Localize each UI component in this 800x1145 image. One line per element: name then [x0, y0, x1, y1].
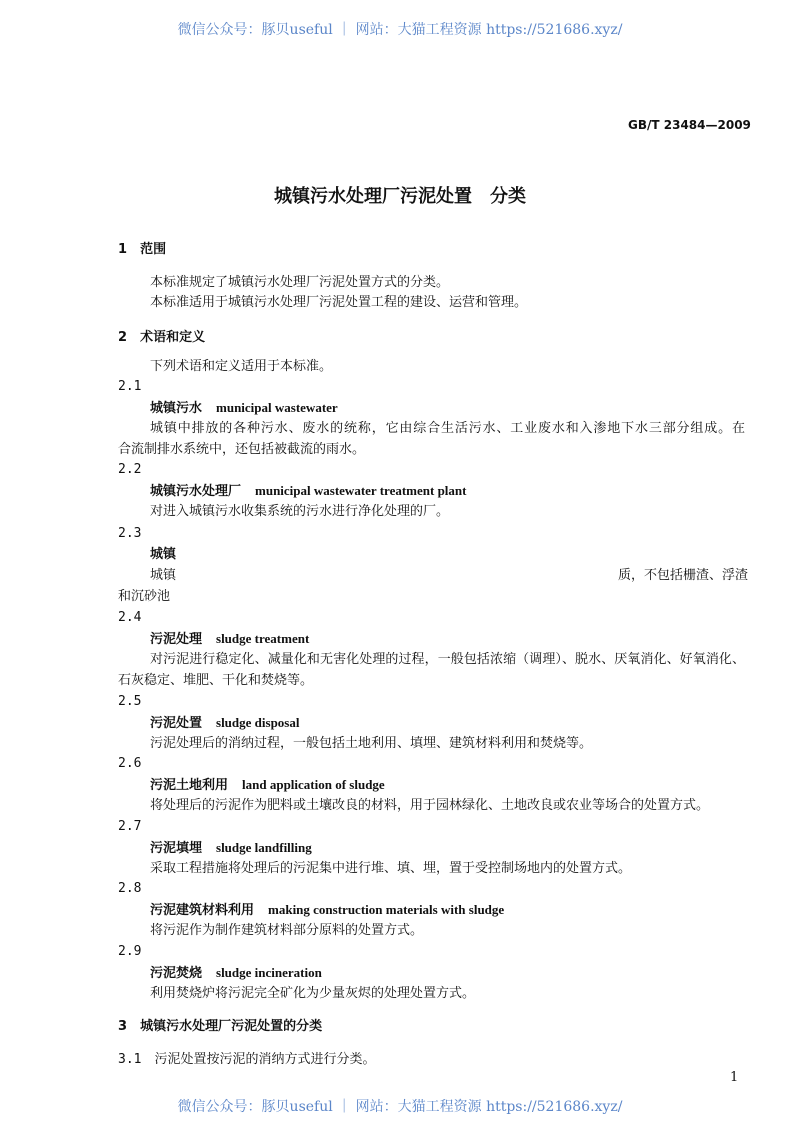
term-heading: 城镇污水处理厂 municipal wastewater treatment plant [150, 483, 467, 499]
term-definition: 城镇中排放的各种污水、废水的统称，它由综合生活污水、工业废水和入渗地下水三部分组成。在 [150, 421, 745, 436]
term-number: 2.1 [118, 379, 142, 394]
term-definition: 石灰稳定、堆肥、干化和焚烧等。 [118, 673, 314, 688]
term-definition: 采取工程措施将处理后的污泥集中进行堆、填、埋，置于受控制场地内的处置方式。 [150, 861, 632, 876]
paragraph: 本标准规定了城镇污水处理厂污泥处置方式的分类。 [150, 275, 450, 290]
term-heading: 城镇 [150, 547, 177, 562]
term-definition: 对污泥进行稳定化、减量化和无害化处理的过程，一般包括浓缩（调理）、脱水、厌氧消化、好氧消化、 [150, 652, 745, 667]
term-heading: 城镇污水 municipal wastewater [150, 400, 338, 416]
term-heading: 污泥处理 sludge treatment [150, 631, 310, 647]
paragraph: 本标准适用于城镇污水处理厂污泥处置工程的建设、运营和管理。 [150, 295, 528, 310]
term-number: 2.4 [118, 610, 142, 625]
section-2-heading: 2 术语和定义 [118, 330, 206, 345]
term-number: 2.8 [118, 881, 142, 896]
term-heading: 污泥填埋 sludge landfilling [150, 840, 312, 856]
term-definition: 和沉砂池 [118, 589, 171, 604]
watermark-bottom: 微信公众号：豚贝useful ｜ 网站：大猫工程资源 https://521686.xyz/ [177, 1099, 623, 1115]
term-definition: 城镇 [150, 568, 177, 583]
term-number: 2.5 [118, 694, 142, 709]
term-number: 2.3 [118, 526, 142, 541]
term-heading: 污泥土地利用 land application of sludge [150, 777, 385, 793]
page-number: 1 [730, 1070, 739, 1085]
document-title: 城镇污水处理厂污泥处置 分类 [274, 186, 526, 207]
term-number: 2.9 [118, 944, 142, 959]
section-3-heading: 3 城镇污水处理厂污泥处置的分类 [118, 1019, 323, 1034]
paragraph: 下列术语和定义适用于本标准。 [150, 359, 333, 374]
clause-3-1: 3.1 污泥处置按污泥的消纳方式进行分类。 [118, 1052, 376, 1067]
term-definition: 利用焚烧炉将污泥完全矿化为少量灰烬的处理处置方式。 [150, 986, 476, 1001]
term-definition: 合流制排水系统中，还包括被截流的雨水。 [118, 442, 366, 457]
term-heading: 污泥处置 sludge disposal [150, 715, 300, 731]
term-number: 2.2 [118, 462, 142, 477]
term-number: 2.6 [118, 756, 142, 771]
term-definition: 质，不包括栅渣、浮渣 [618, 568, 749, 583]
term-heading: 污泥焚烧 sludge incineration [150, 965, 322, 981]
term-heading: 污泥建筑材料利用 making construction materials with sludge [150, 902, 505, 918]
standard-number: GB/T 23484—2009 [628, 118, 751, 132]
term-definition: 将处理后的污泥作为肥料或土壤改良的材料，用于园林绿化、土地改良或农业等场合的处置方式。 [150, 798, 710, 813]
term-number: 2.7 [118, 819, 142, 834]
term-definition: 对进入城镇污水收集系统的污水进行净化处理的厂。 [150, 504, 450, 519]
watermark-top: 微信公众号：豚贝useful ｜ 网站：大猫工程资源 https://521686.xyz/ [177, 22, 623, 38]
term-definition: 污泥处理后的消纳过程，一般包括土地利用、填埋、建筑材料利用和焚烧等。 [150, 736, 593, 751]
section-1-heading: 1 范围 [118, 242, 167, 257]
term-definition: 将污泥作为制作建筑材料部分原料的处置方式。 [150, 923, 424, 938]
